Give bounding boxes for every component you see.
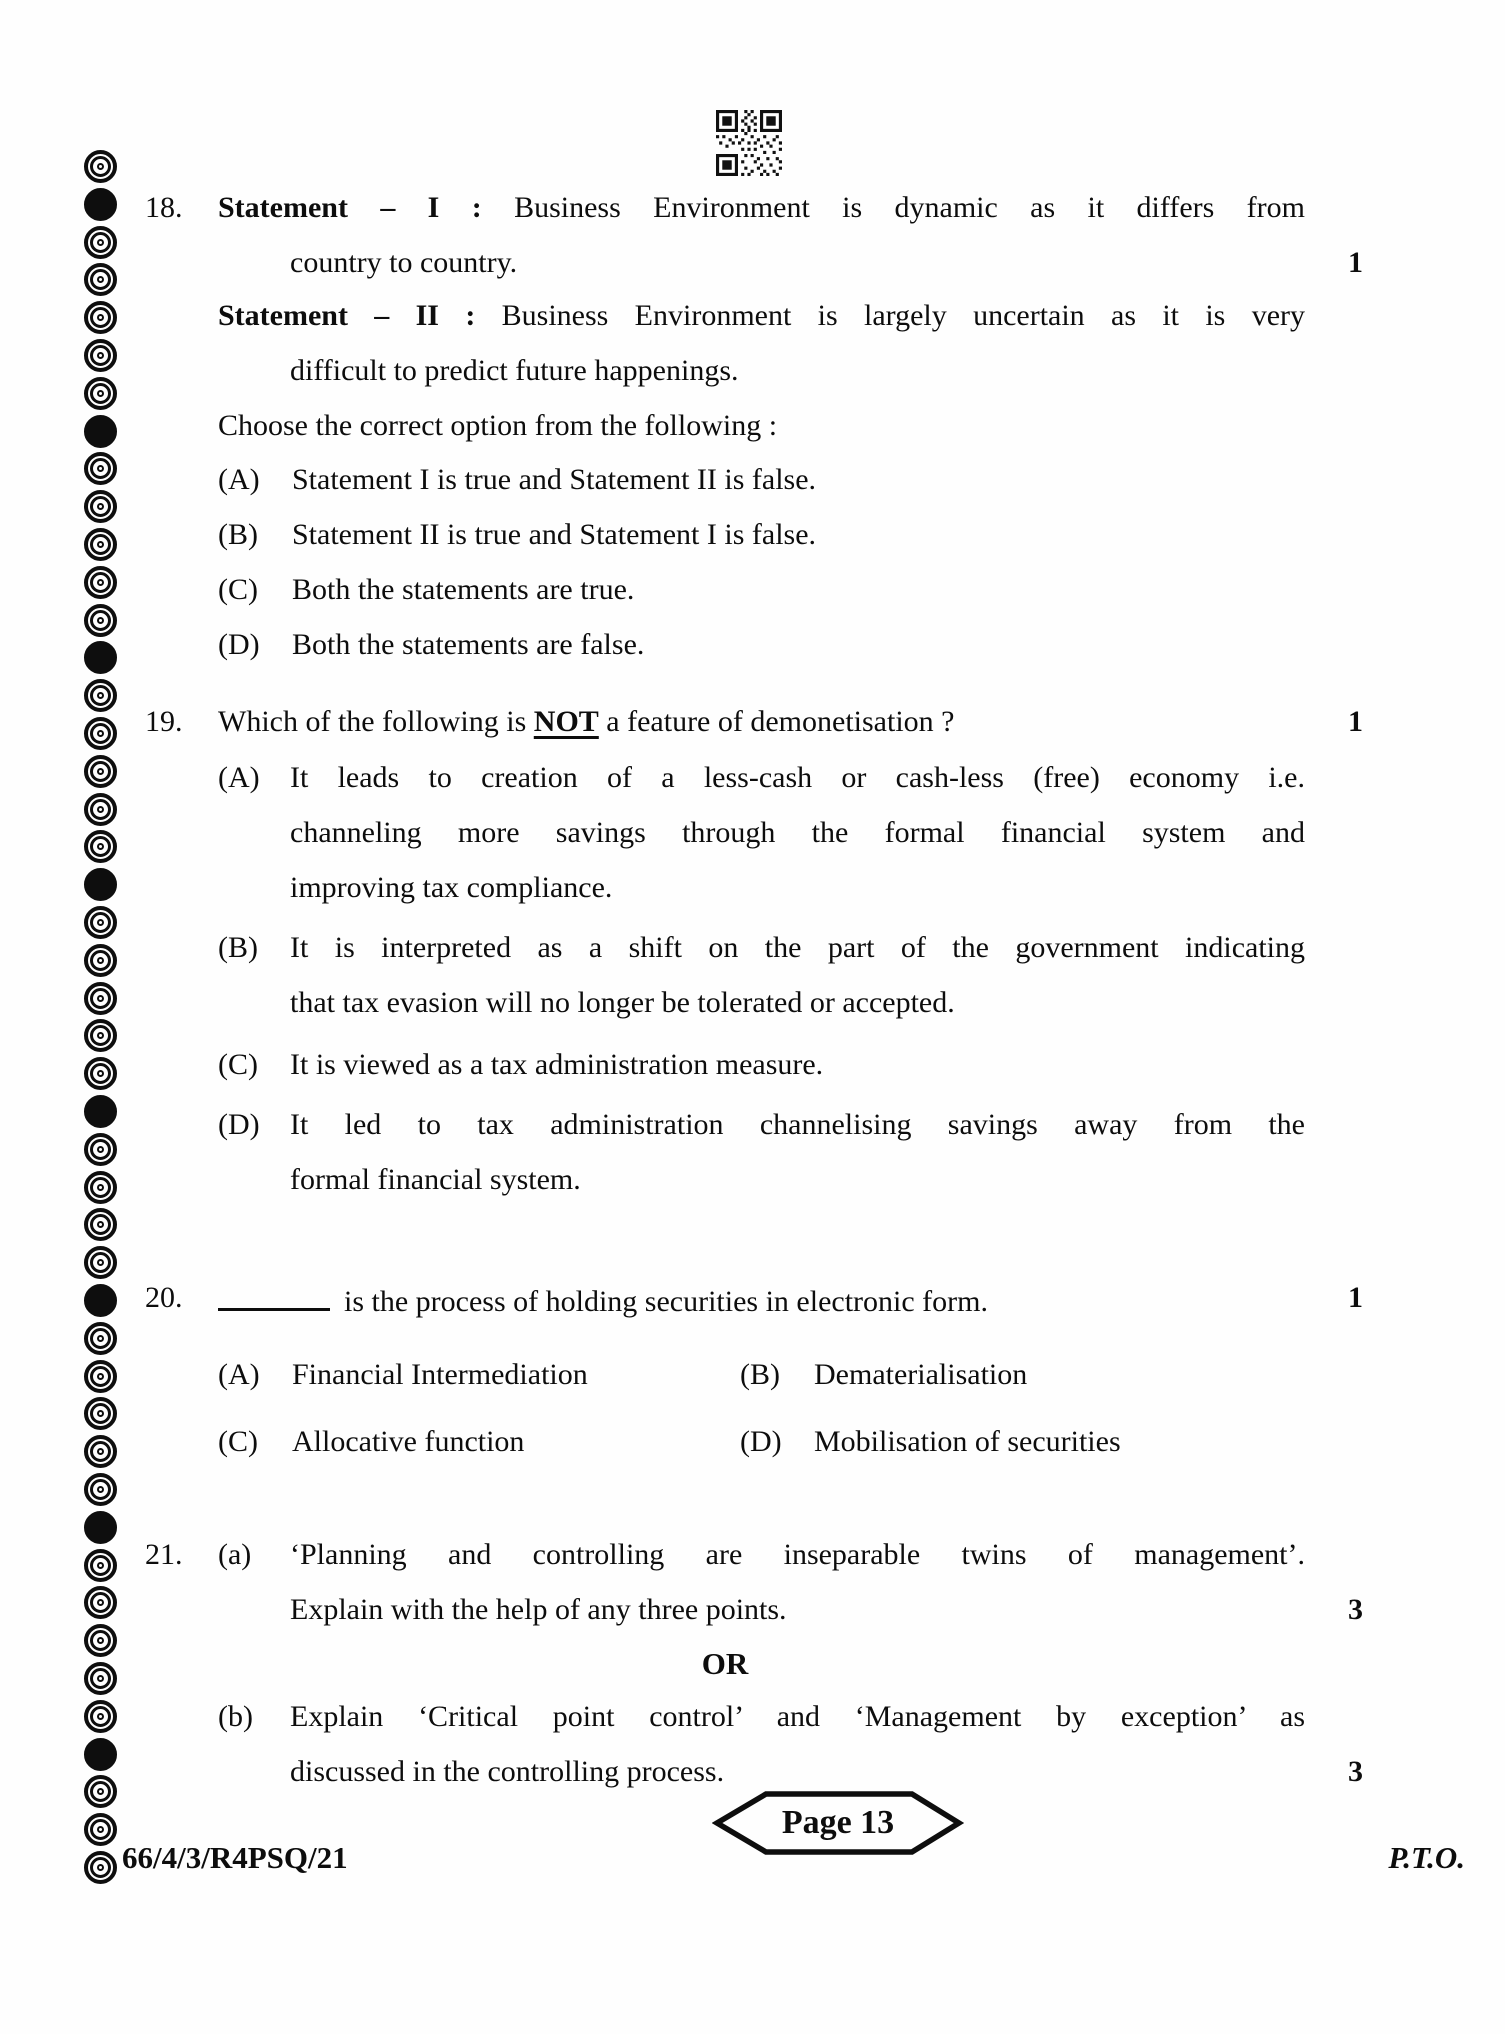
- binding-ring-icon: [84, 1549, 117, 1582]
- option-label: (B): [218, 518, 258, 551]
- binding-ring-icon: [84, 641, 117, 674]
- binding-ring-icon: [84, 1057, 117, 1090]
- binding-ring-icon: [84, 1019, 117, 1052]
- option-row: [740, 1355, 1027, 1395]
- binding-ring-icon: [84, 604, 117, 637]
- binding-ring-icon: [84, 755, 117, 788]
- question-number: 20.: [145, 1281, 183, 1314]
- binding-ring-icon: [84, 717, 117, 750]
- option-label: (A): [218, 761, 260, 794]
- binding-ring-icon: [84, 1397, 117, 1430]
- binding-ring-icon: [84, 1775, 117, 1808]
- binding-ring-icon: [84, 1813, 117, 1846]
- marks-value: 1: [1348, 705, 1363, 738]
- option-label: (A): [218, 1358, 260, 1391]
- binding-ring-icon: [84, 415, 117, 448]
- or-separator: OR: [701, 1646, 749, 1681]
- page-number-label: Page 13: [781, 1804, 895, 1841]
- statement-label: Statement – II :: [218, 299, 476, 332]
- binding-ring-icon: [84, 1511, 117, 1544]
- part-label: (b): [218, 1700, 253, 1733]
- statement-label: Statement – I :: [218, 191, 482, 224]
- binding-ring-icon: [84, 263, 117, 296]
- statement-line: Statement – I : Business Environment is dynamic as it differs from: [218, 191, 1305, 224]
- option-row: [218, 460, 816, 500]
- binding-ring-icon: [84, 1738, 117, 1771]
- option-label: (D): [740, 1425, 782, 1458]
- statement-line: country to country.: [290, 246, 518, 279]
- option-label: (C): [218, 1048, 258, 1081]
- marks-value: 1: [1348, 1281, 1363, 1314]
- marks-value: 1: [1348, 246, 1363, 279]
- binding-ring-icon: [84, 1473, 117, 1506]
- binding-ring-icon: [84, 1624, 117, 1657]
- option-text: Both the statements are true.: [292, 573, 635, 606]
- binding-ring-icon: [84, 1133, 117, 1166]
- statement-line: difficult to predict future happenings.: [290, 354, 739, 387]
- binding-ring-icon: [84, 188, 117, 221]
- marks-value: 3: [1348, 1755, 1363, 1788]
- underlined-keyword: NOT: [533, 705, 599, 738]
- binding-ring-icon: [84, 1586, 117, 1619]
- binding-ring-icon: [84, 1171, 117, 1204]
- binding-ring-icon: [84, 566, 117, 599]
- option-label: (C): [218, 573, 258, 606]
- binding-ring-icon: [84, 490, 117, 523]
- question-title: is the process of holding securities in electronic form.: [218, 1278, 988, 1322]
- option-text-block: It led to tax administration channelising savings away from the formal financial system.: [290, 1108, 1305, 1196]
- binding-ring-icon: [84, 301, 117, 334]
- binding-ring-icon: [84, 339, 117, 372]
- binding-ring-icon: [84, 1662, 117, 1695]
- pto-label: P.T.O.: [1388, 1840, 1465, 1875]
- option-row: [218, 515, 816, 555]
- part-label: (a): [218, 1538, 252, 1571]
- option-text: Statement II is true and Statement I is false.: [292, 518, 817, 551]
- part-b-text: Explain ‘Critical point control’ and ‘Management by exception’ as discussed in the controlling process.: [290, 1700, 1305, 1788]
- option-row: [740, 1422, 1121, 1462]
- option-label: (B): [218, 931, 258, 964]
- binding-ring-icon: [84, 868, 117, 901]
- option-text-block: It is viewed as a tax administration measure.: [290, 1048, 824, 1081]
- part-a-text: ‘Planning and controlling are inseparable twins of management’. Explain with the help of any three points.: [290, 1538, 1305, 1626]
- binding-ring-icon: [84, 150, 117, 183]
- question-instruction: Choose the correct option from the following :: [218, 409, 778, 442]
- option-text-block: It is interpreted as a shift on the part of the government indicating that tax evasion will no longer be tolerated or accepted.: [290, 931, 1305, 1019]
- question-number: 19.: [145, 705, 183, 738]
- option-row: [218, 625, 644, 665]
- binding-ring-icon: [84, 1360, 117, 1393]
- statement-1-block: [218, 188, 1305, 298]
- binding-ring-icon: [84, 1322, 117, 1355]
- binding-ring-icon: [84, 906, 117, 939]
- option-label: (D): [218, 1108, 260, 1141]
- paper-code: 66/4/3/R4PSQ/21: [122, 1840, 348, 1875]
- statement-2-block: [218, 296, 1305, 406]
- option-text: Financial Intermediation: [292, 1358, 588, 1391]
- statement-line: Statement – II : Business Environment is largely uncertain as it is very: [218, 299, 1305, 332]
- qr-code-icon: [716, 110, 782, 176]
- option-row: [218, 570, 634, 610]
- option-label: (B): [740, 1358, 780, 1391]
- binding-ring-icon: [84, 1208, 117, 1241]
- question-number: 18.: [145, 191, 183, 224]
- binding-ring-icon: [84, 528, 117, 561]
- option-text: Dematerialisation: [814, 1358, 1028, 1391]
- binding-ring-icon: [84, 1851, 117, 1884]
- binding-ring-icon: [84, 226, 117, 259]
- binding-ring-icon: [84, 679, 117, 712]
- binding-ring-icon: [84, 1700, 117, 1733]
- binding-ring-icon: [84, 1246, 117, 1279]
- option-label: (D): [218, 628, 260, 661]
- option-row: [218, 1422, 524, 1462]
- binding-ring-icon: [84, 452, 117, 485]
- option-text: Allocative function: [292, 1425, 525, 1458]
- option-text: Statement I is true and Statement II is false.: [292, 463, 817, 496]
- binding-ring-icon: [84, 1284, 117, 1317]
- binding-ring-icon: [84, 793, 117, 826]
- binding-ring-icon: [84, 1095, 117, 1128]
- question-title: Which of the following is NOT a feature of demonetisation ?: [218, 705, 955, 738]
- option-text: Mobilisation of securities: [814, 1425, 1121, 1458]
- option-label: (A): [218, 463, 260, 496]
- option-text: Both the statements are false.: [292, 628, 645, 661]
- marks-value: 3: [1348, 1593, 1363, 1626]
- option-label: (C): [218, 1425, 258, 1458]
- binding-ring-icon: [84, 1435, 117, 1468]
- binding-ring-icon: [84, 830, 117, 863]
- option-row: [218, 1355, 588, 1395]
- binding-ring-icon: [84, 982, 117, 1015]
- question-number: 21.: [145, 1538, 183, 1571]
- binding-ring-icon: [84, 944, 117, 977]
- answer-blank: [218, 1278, 330, 1311]
- option-text-block: It leads to creation of a less-cash or cash-less (free) economy i.e. channeling more savings through the formal financial system and improving tax compliance.: [290, 761, 1305, 904]
- binding-ring-icon: [84, 377, 117, 410]
